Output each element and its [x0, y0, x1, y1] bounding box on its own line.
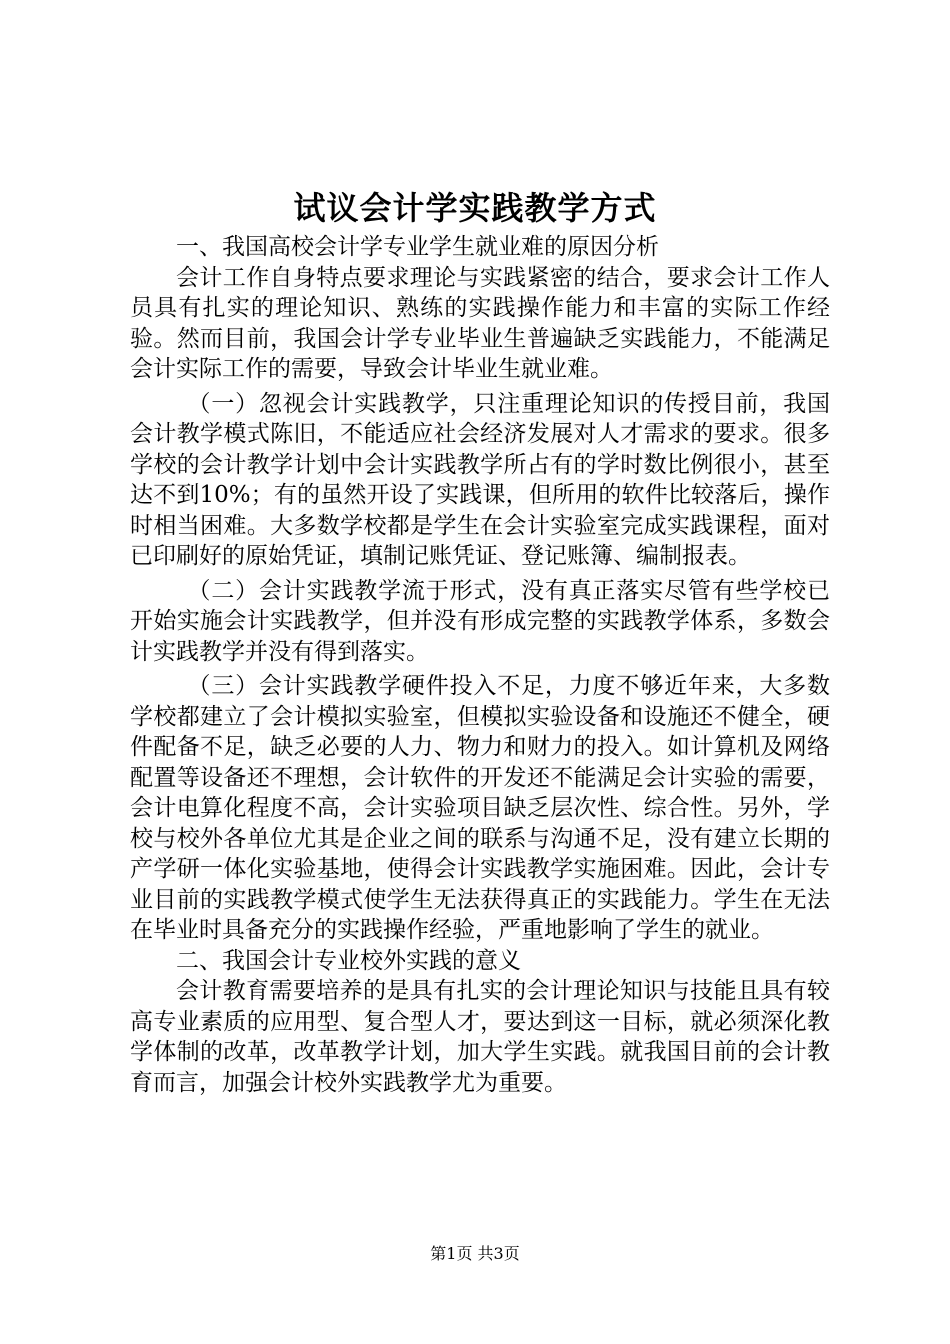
section-heading-2: 二、我国会计专业校外实践的意义: [176, 947, 521, 974]
section-heading-1: 一、我国高校会计学专业学生就业难的原因分析: [176, 234, 659, 260]
document-body: [130, 232, 830, 1098]
document-title: 试议会计学实践教学方式: [293, 189, 657, 227]
paragraph-2: 会计教育需要培养的是具有扎实的会计理论知识与技能且具有较高专业素质的应用型、复合型人才，要达到这一目标，就必须深化教学体制的改革，改革教学计划，加大学生实践。就我国目前的会计教育而言，加强会计校外实践教学尤为重要。: [130, 978, 830, 1096]
subsection-2: （二）会计实践教学流于形式，没有真正落实尽管有些学校已开始实施会计实践教学，但并没有形成完整的实践教学体系，多数会计实践教学并没有得到落实。: [130, 577, 830, 665]
subsection-3: （三）会计实践教学硬件投入不足，力度不够近年来，大多数学校都建立了会计模拟实验室，但模拟实验设备和设施还不健全，硬件配备不足，缺乏必要的人力、物力和财力的投入。如计算机及网络配置等设备还不理想，会计软件的开发还不能满足会计实验的需要，会计电算化程度不高，会计实验项目缺乏层次性、综合性。另外，学校与校外各单位尤其是企业之间的联系与沟通不足，没有建立长期的产学研一体化实验基地，使得会计实践教学实施困难。因此，会计专业目前的实践教学模式使学生无法获得真正的实践能力。学生在无法在毕业时具备充分的实践操作经验，严重地影响了学生的就业。: [130, 673, 830, 943]
paragraph-1: 会计工作自身特点要求理论与实践紧密的结合，要求会计工作人员具有扎实的理论知识、熟练的实践操作能力和丰富的实际工作经验。然而目前，我国会计学专业毕业生普遍缺乏实践能力，不能满足会计实际工作的需要，导致会计毕业生就业难。: [130, 264, 830, 382]
subsection-1: （一）忽视会计实践教学，只注重理论知识的传授目前，我国会计教学模式陈旧，不能适应社会经济发展对人才需求的要求。很多学校的会计教学计划中会计实践教学所占有的学时数比例很小，甚至达不到10%；有的虽然开设了实践课，但所用的软件比较落后，操作时相当困难。大多数学校都是学生在会计实验室完成实践课程，面对已印刷好的原始凭证，填制记账凭证、登记账簿、编制报表。: [130, 390, 830, 569]
page-footer: 第1页 共3页: [430, 1244, 520, 1263]
